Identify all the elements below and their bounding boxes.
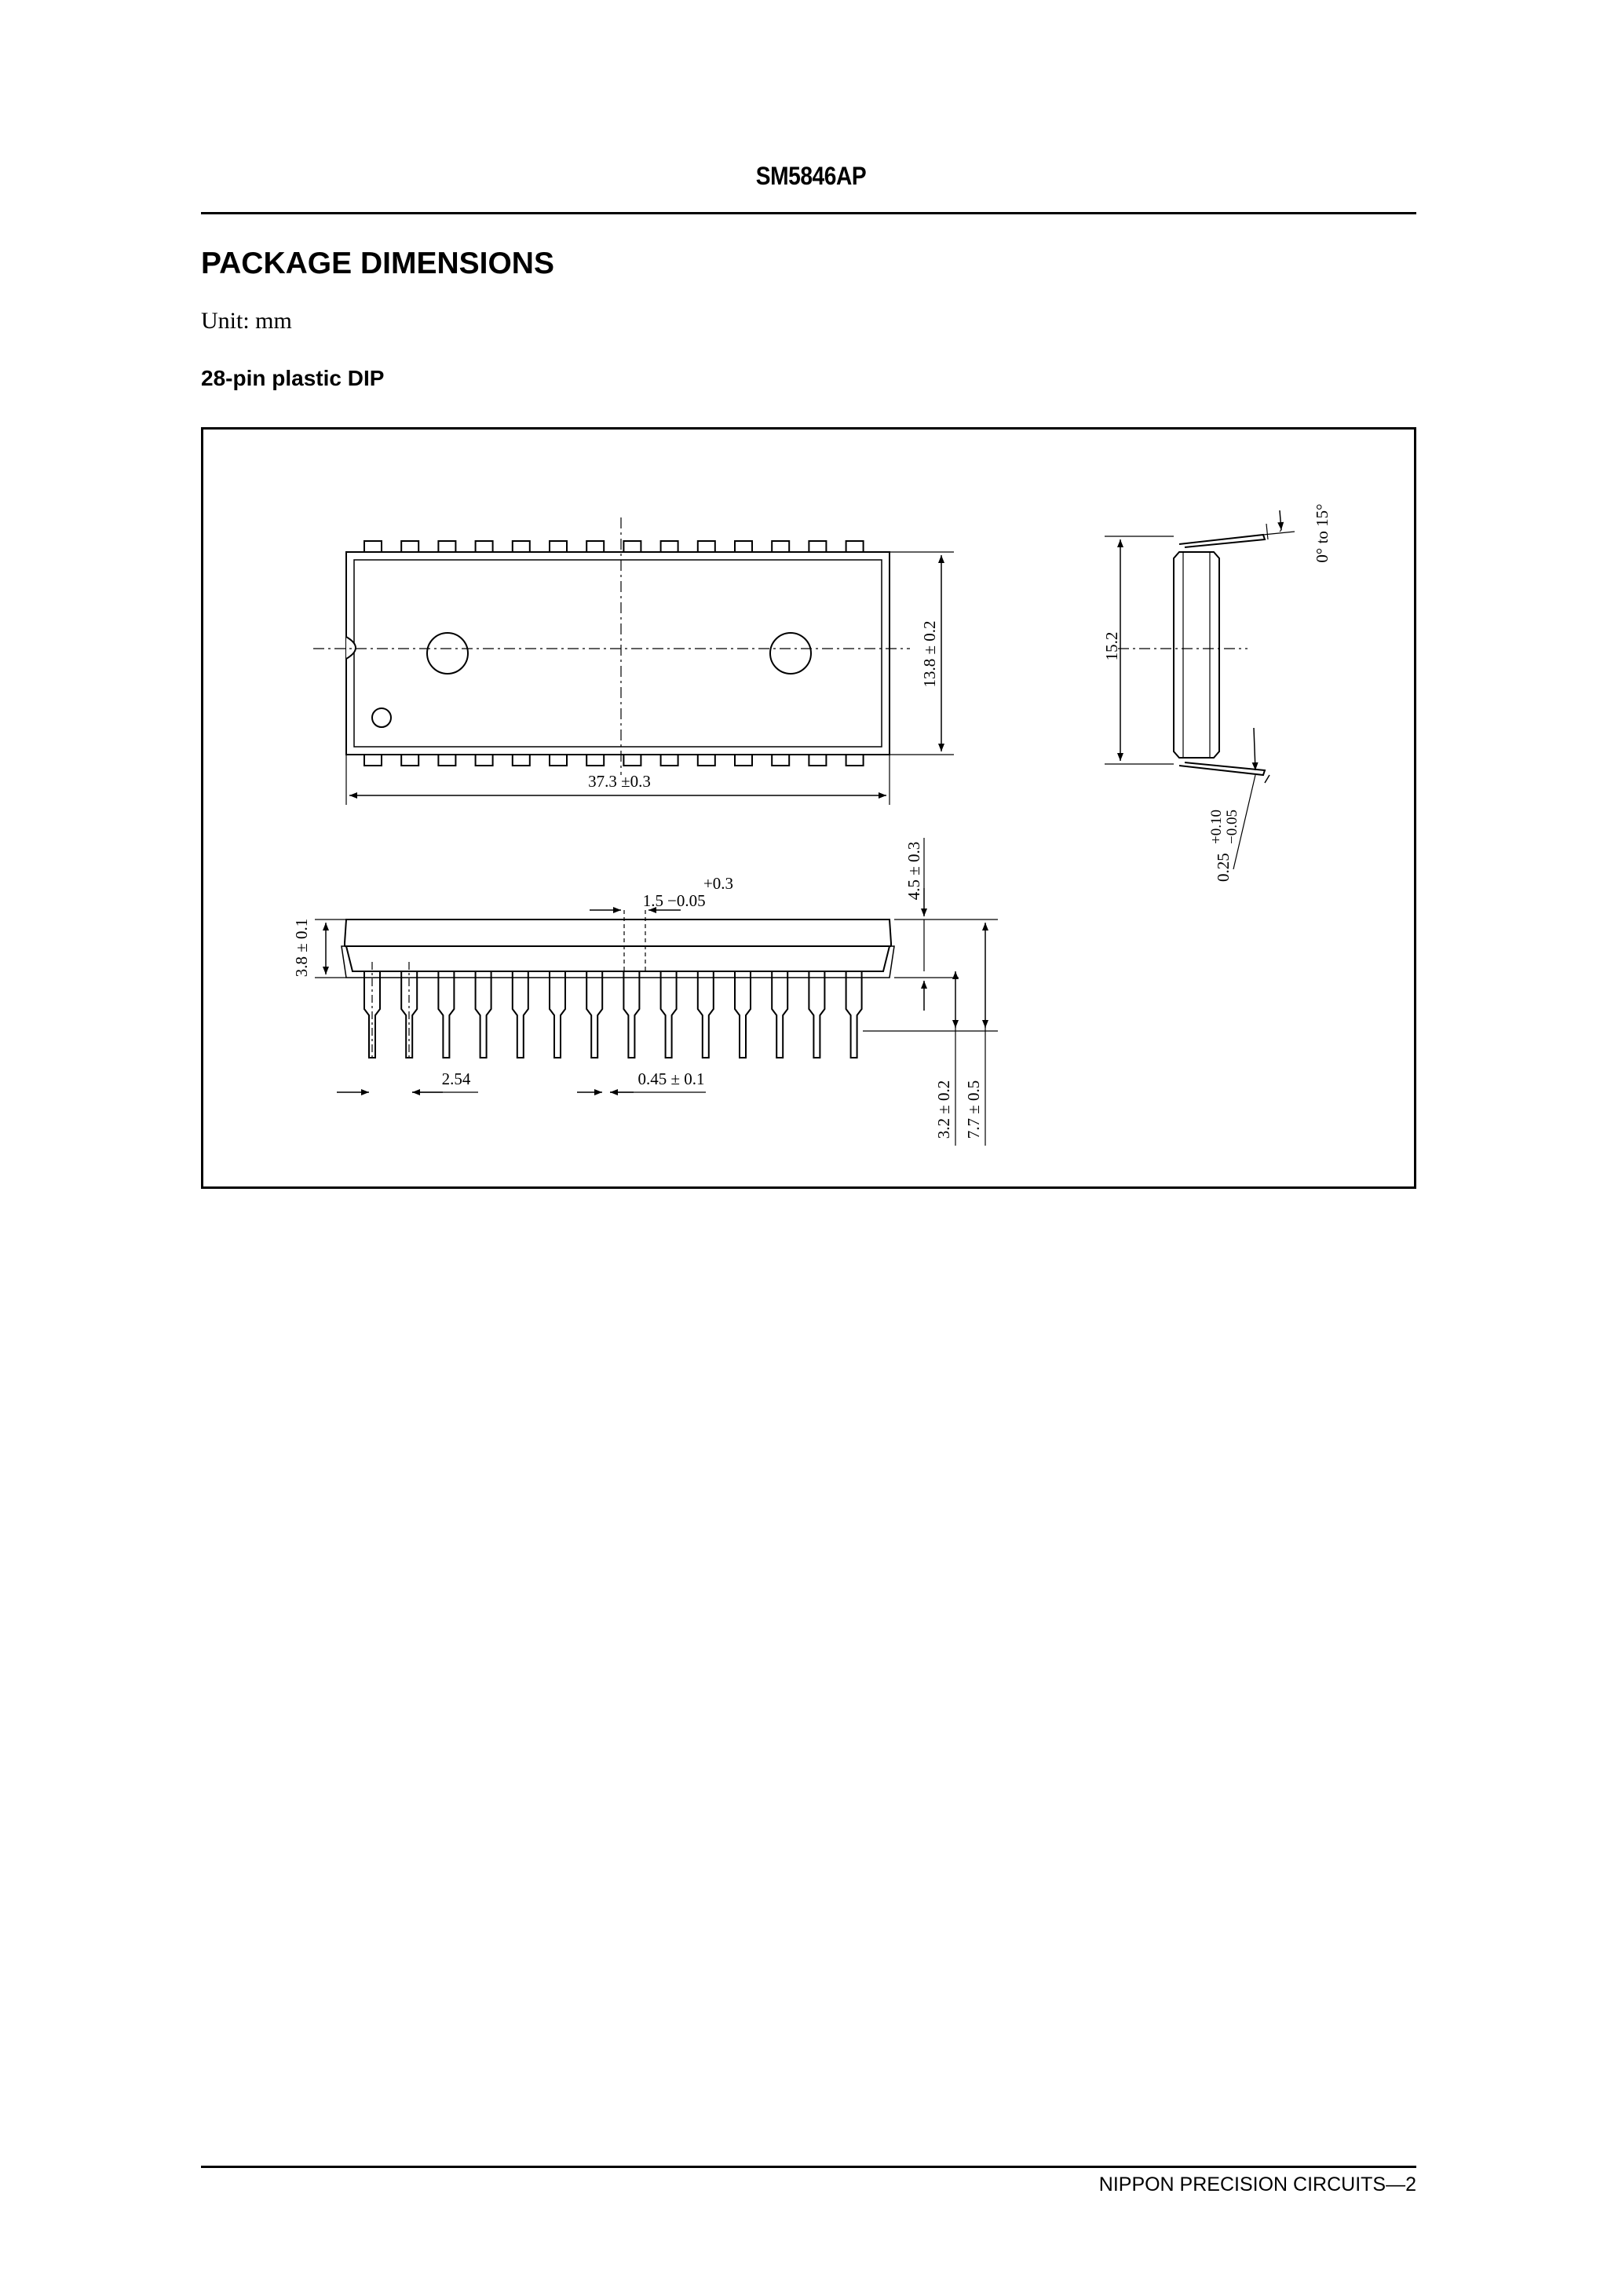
dim-angle-label: 0° to 15° <box>1313 503 1332 563</box>
top-pin-lower <box>550 755 567 766</box>
package-drawing <box>203 430 1419 1191</box>
top-pin-upper <box>846 541 864 552</box>
top-pin-upper <box>476 541 493 552</box>
front-view <box>315 838 998 1146</box>
dim-lead-thickness-plus: +0.10 <box>1208 810 1225 844</box>
top-pin-upper <box>809 541 826 552</box>
top-pin-lower <box>401 755 418 766</box>
top-pin-upper <box>401 541 418 552</box>
dim-seated-height-label: 4.5 ± 0.3 <box>904 841 923 901</box>
dim-shoulder-plus: +0.3 <box>703 874 734 893</box>
top-pin-upper <box>661 541 678 552</box>
top-pin-lower <box>809 755 826 766</box>
header-part-number: SM5846AP <box>755 162 867 190</box>
front-body-lower <box>346 946 890 971</box>
front-lead <box>809 971 824 1058</box>
dim-line-angle <box>1280 510 1281 530</box>
front-lead <box>735 971 751 1058</box>
top-pins-upper <box>364 541 864 552</box>
top-pin-lower <box>698 755 715 766</box>
top-pin-lower <box>735 755 752 766</box>
top-view <box>313 517 954 805</box>
dim-overall-height-label: 7.7 ± 0.5 <box>964 1080 983 1139</box>
top-pin-upper <box>735 541 752 552</box>
front-lead <box>438 971 454 1058</box>
top-pin-lower <box>661 755 678 766</box>
top-pin-lower <box>364 755 382 766</box>
top-pin-upper <box>513 541 530 552</box>
unit-text: Unit: mm <box>201 308 292 334</box>
end-lead-bottom <box>1179 762 1265 775</box>
footer-text: NIPPON PRECISION CIRCUITS—2 <box>1098 2174 1416 2195</box>
footer-rule <box>201 2166 1416 2168</box>
top-pin-upper <box>586 541 604 552</box>
dim-shoulder-nominal: 1.5 <box>642 891 663 910</box>
dim-lead-thickness-nominal: 0.25 <box>1214 853 1233 882</box>
top-pin-upper <box>698 541 715 552</box>
dim-pitch-label: 2.54 <box>441 1069 471 1088</box>
dim-shoulder-minus: −0.05 <box>667 891 706 910</box>
front-lead <box>661 971 677 1058</box>
pin1-index-dot <box>372 708 391 727</box>
top-pin-lower <box>623 755 641 766</box>
front-lead <box>772 971 787 1058</box>
front-lead <box>623 971 639 1058</box>
end-lead-top <box>1179 535 1265 547</box>
dim-lead-width-label: 0.45 ± 0.1 <box>637 1069 705 1088</box>
top-pin-upper <box>364 541 382 552</box>
front-lead <box>698 971 714 1058</box>
dim-lead-thickness-minus: −0.05 <box>1224 810 1240 844</box>
top-pin-lower <box>476 755 493 766</box>
dim-length-label: 37.3 ±0.3 <box>588 772 651 791</box>
top-pins-lower <box>364 755 864 766</box>
dim-line-lead-thickness <box>1254 728 1255 770</box>
package-drawing-frame <box>201 427 1416 1189</box>
top-pin-upper <box>438 541 455 552</box>
top-body-inner <box>354 560 882 747</box>
top-pin-lower <box>846 755 864 766</box>
top-pin-lower <box>586 755 604 766</box>
front-body-upper <box>345 919 891 946</box>
front-lead <box>846 971 862 1058</box>
front-lead <box>586 971 602 1058</box>
end-view <box>1105 510 1295 869</box>
front-lead <box>550 971 565 1058</box>
end-body-outline <box>1174 552 1219 758</box>
top-pin-lower <box>513 755 530 766</box>
ejector-mark-left <box>427 633 468 674</box>
dim-width-label: 13.8 ± 0.2 <box>920 620 939 688</box>
dim-row-pitch-label: 15.2 <box>1102 631 1121 661</box>
top-pin-lower <box>438 755 455 766</box>
dim-lead-length-label: 3.2 ± 0.2 <box>934 1080 953 1139</box>
package-name: 28-pin plastic DIP <box>201 366 385 390</box>
header-rule <box>201 212 1416 214</box>
front-lead <box>476 971 491 1058</box>
section-title: PACKAGE DIMENSIONS <box>201 247 554 280</box>
dim-body-height-label: 3.8 ± 0.1 <box>292 918 311 978</box>
top-pin-upper <box>623 541 641 552</box>
top-pin-lower <box>772 755 789 766</box>
top-pin-upper <box>550 541 567 552</box>
ejector-mark-right <box>770 633 811 674</box>
top-pin-upper <box>772 541 789 552</box>
front-lead <box>513 971 528 1058</box>
front-leads <box>364 971 862 1058</box>
